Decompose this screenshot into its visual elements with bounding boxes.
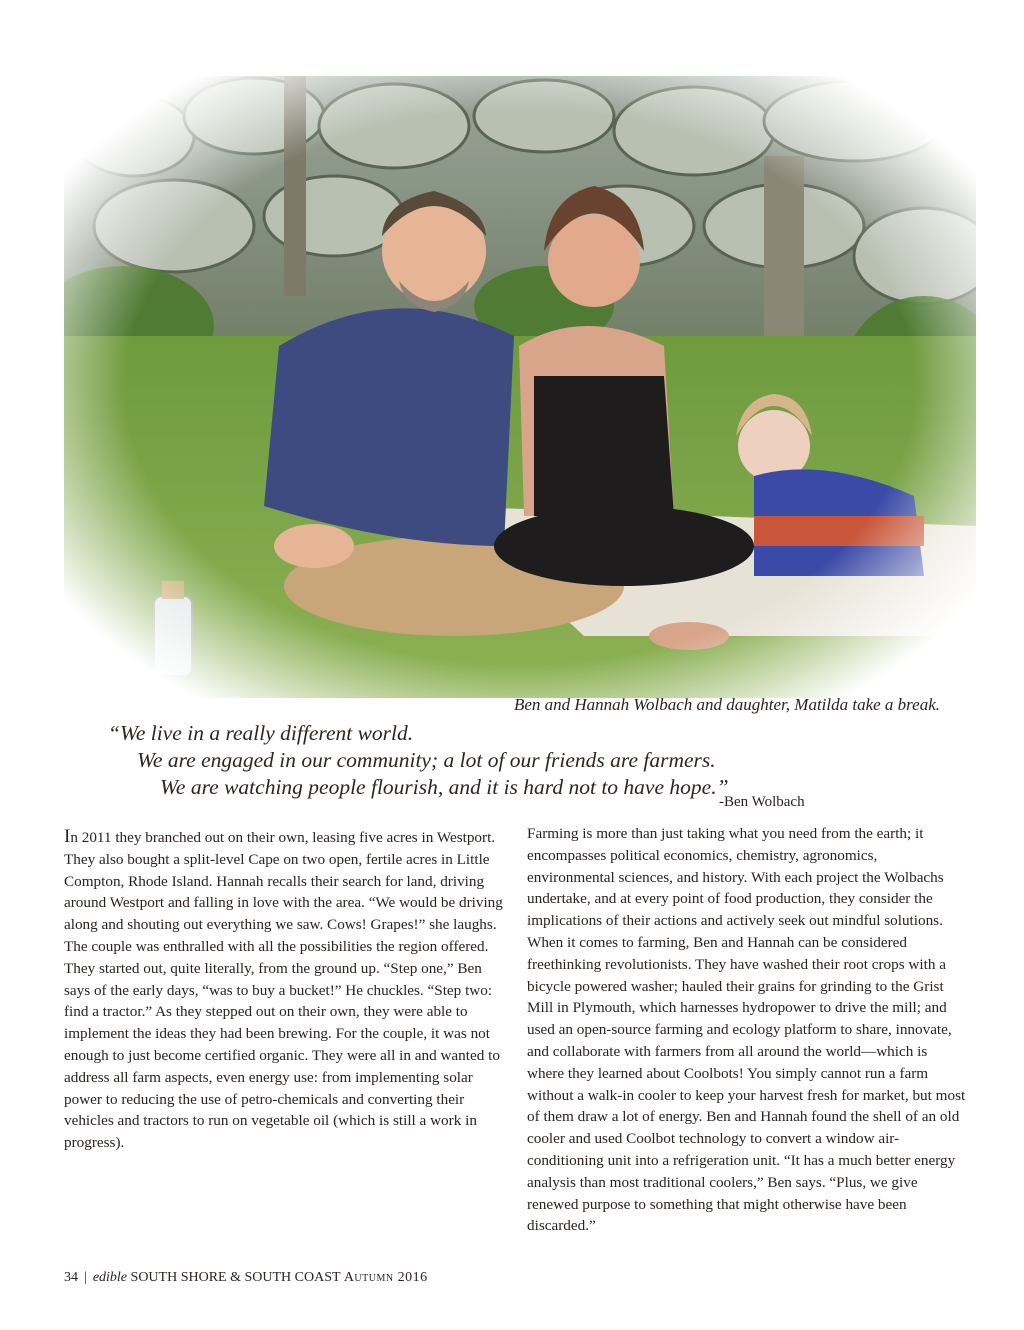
footer-publication: SOUTH SHORE & SOUTH COAST <box>130 1270 341 1285</box>
footer-brand: edible <box>92 1270 128 1285</box>
quote-attribution: -Ben Wolbach <box>719 794 805 810</box>
footer-season: Autumn 2016 <box>343 1270 428 1285</box>
photo-caption: Ben and Hannah Wolbach and daughter, Matilda take a break. <box>513 695 940 714</box>
pull-quote-line-3: We are watching people flourish, and it is hard not to have hope.” <box>160 775 729 799</box>
footer-separator: | <box>84 1270 87 1285</box>
pull-quote-line-1: “We live in a really different world. <box>108 721 414 745</box>
pull-quote-line-2: We are engaged in our community; a lot of our friends are farmers. <box>137 748 716 772</box>
family-photo <box>64 76 976 698</box>
article-right-column: Farming is more than just taking what you need from the earth; it encompasses political economics, chemistry, agronomics, environmental sciences, and history. With each project the Wolbachs undertake, and at every point of food production, they consider the implications of their actions and actively seek out mindful solutions. When it comes to farming, Ben and Hannah can be considered freethinking revolutionists. They have washed their root crops with a bicycle powered washer; hauled their grains for grinding to the Grist Mill in Plymouth, which harnesses hydropower to drive the mill; and used an open-source farming and ecology platform to share, innovate, and collaborate with farmers from all around the world—which is where they learned about Coolbots! You simply cannot run a farm without a walk-in cooler to keep your harvest fresh for market, but most of them draw a lot of energy. Ben and Hannah found the shell of an old cooler and used Coolbot technology to convert a window air-conditioning unit into a refrigeration unit. “It has a much better energy analysis than most traditional coolers,” Ben says. “Plus, we give renewed purpose to something that might otherwise have been discarded.” <box>527 825 966 1235</box>
page-number: 34 <box>64 1270 78 1285</box>
article-left-column: In 2011 they branched out on their own, leasing five acres in Westport. They also bought a split-level Cape on two open, fertile acres in Little Compton, Rhode Island. Hannah recalls their search for land, driving around Westport and falling in love with the area. “We would be driving along and shouting out everything we saw. Cows! Grapes!” she laughs. The couple was enthralled with all the possibilities the region offered. They started out, quite literally, from the ground up. “Step one,” Ben says of the early days, “was to buy a bucket!” He chuckles. “Step two: find a tractor.” As they stepped out on their own, they were able to implement the ideas they had been brewing. For the couple, it was not enough to just become certified organic. They were all in and wanted to address all farm aspects, even energy use: from implementing solar power to reducing the use of petro-chemicals and converting their vehicles and tractors to run on vegetable oil (which is still a work in progress). <box>64 826 503 1152</box>
page-footer <box>64 1270 428 1286</box>
article-photo <box>64 76 976 698</box>
